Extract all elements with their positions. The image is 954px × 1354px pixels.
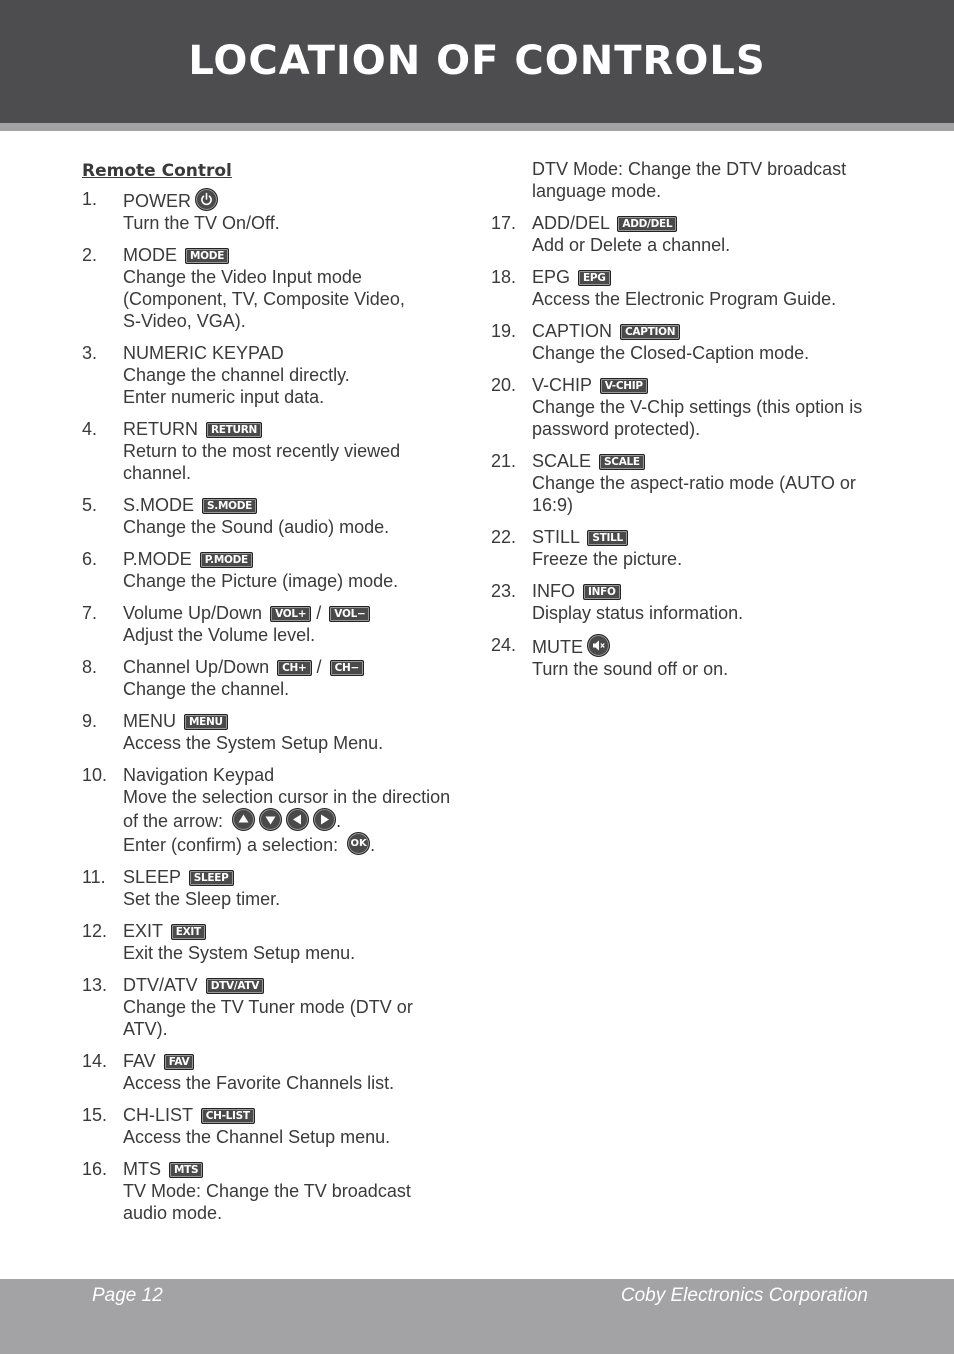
sleep-key-icon: SLEEP (189, 870, 234, 886)
vol-up-key-icon: VOL+ (270, 606, 311, 622)
company-name: Coby Electronics Corporation (620, 1285, 868, 1306)
item-description: of the arrow: (123, 811, 224, 831)
item-number: 24. (491, 635, 517, 655)
item-description: Access the System Setup Menu. (123, 733, 384, 753)
item-description: Turn the TV On/Off. (123, 213, 280, 233)
ch-down-key-icon: CH− (330, 660, 364, 676)
item-name: Navigation Keypad (123, 765, 275, 785)
arrow-left-icon (286, 808, 309, 831)
item-number: 17. (491, 213, 517, 233)
list-item (82, 920, 482, 964)
item-description: ATV). (123, 1019, 168, 1039)
ok-button-icon (347, 832, 370, 855)
list-item (491, 212, 911, 256)
item-number: 23. (491, 581, 517, 601)
mute-icon (587, 634, 610, 657)
v-chip-key-icon: V-CHIP (600, 378, 648, 394)
item-description: Change the aspect-ratio mode (AUTO or (532, 473, 856, 493)
list-item (491, 634, 911, 680)
item-number: 13. (82, 975, 108, 995)
list-item (491, 450, 911, 516)
item-number: 16. (82, 1159, 108, 1179)
fav-key-icon: FAV (164, 1054, 195, 1070)
punctuation: . (336, 811, 342, 831)
page-number: Page 12 (92, 1285, 163, 1306)
item-number: 7. (82, 603, 98, 623)
item-name: Volume Up/Down (123, 603, 263, 623)
list-item (491, 320, 911, 364)
return-key-icon: RETURN (206, 422, 262, 438)
item-description: language mode. (532, 181, 662, 201)
item-description: Change the Sound (audio) mode. (123, 517, 390, 537)
controls-list-left (82, 188, 482, 1234)
item-description: Access the Electronic Program Guide. (532, 289, 837, 309)
item-number: 9. (82, 711, 98, 731)
item-description: Change the Closed-Caption mode. (532, 343, 810, 363)
item-number: 20. (491, 375, 517, 395)
item-name: EXIT (123, 921, 163, 941)
list-item (82, 342, 482, 408)
mode-key-icon: MODE (185, 248, 229, 264)
item-description: 16:9) (532, 495, 574, 515)
page-title: LOCATION OF CONTROLS (188, 38, 766, 84)
item-name: Channel Up/Down (123, 657, 270, 677)
item-name: MENU (123, 711, 176, 731)
item-description: Adjust the Volume level. (123, 625, 316, 645)
item-description: Move the selection cursor in the direction (123, 787, 451, 807)
item-description: Display status information. (532, 603, 744, 623)
item-description: audio mode. (123, 1203, 223, 1223)
item-name: SLEEP (123, 867, 181, 887)
item-name: V-CHIP (532, 375, 592, 395)
item-description: Change the channel directly. (123, 365, 350, 385)
item-name: P.MODE (123, 549, 192, 569)
item-number: 10. (82, 765, 108, 785)
item-name: MUTE (532, 637, 583, 657)
item-number: 3. (82, 343, 98, 363)
epg-key-icon: EPG (578, 270, 611, 286)
item-description: Enter (confirm) a selection: (123, 835, 339, 855)
item-description: Set the Sleep timer. (123, 889, 281, 909)
item-description: TV Mode: Change the TV broadcast (123, 1181, 411, 1201)
item-number: 8. (82, 657, 98, 677)
item-name: POWER (123, 191, 192, 211)
item-description: Turn the sound off or on. (532, 659, 729, 679)
item-description: Add or Delete a channel. (532, 235, 731, 255)
list-item (82, 418, 482, 484)
scale-key-icon: SCALE (599, 454, 645, 470)
item-number: 5. (82, 495, 98, 515)
dtv-atv-key-icon: DTV/ATV (206, 978, 264, 994)
caption-key-icon: CAPTION (620, 324, 680, 340)
arrow-up-icon (232, 808, 255, 831)
item-description: Change the Picture (image) mode. (123, 571, 399, 591)
mts-key-icon: MTS (169, 1162, 203, 1178)
pmode-key-icon: P.MODE (200, 552, 253, 568)
vol-down-key-icon: VOL− (329, 606, 370, 622)
list-item (82, 1104, 482, 1148)
list-item (82, 764, 482, 856)
item-description: password protected). (532, 419, 701, 439)
item-description: Change the Video Input mode (123, 267, 362, 287)
item-description: Change the V-Chip settings (this option is (532, 397, 863, 417)
item-description: Access the Channel Setup menu. (123, 1127, 391, 1147)
item-name: INFO (532, 581, 575, 601)
separator: / (316, 657, 322, 677)
item-number: 22. (491, 527, 517, 547)
item-name: NUMERIC KEYPAD (123, 343, 284, 363)
item-description: Exit the System Setup menu. (123, 943, 356, 963)
item-name: ADD/DEL (532, 213, 610, 233)
list-item (82, 1050, 482, 1094)
list-item (491, 266, 911, 310)
item-number: 18. (491, 267, 517, 287)
list-item (82, 494, 482, 538)
item-number: 1. (82, 189, 98, 209)
power-icon (195, 188, 218, 211)
add-del-key-icon: ADD/DEL (617, 216, 677, 232)
item-name: DTV/ATV (123, 975, 198, 995)
item-name: RETURN (123, 419, 198, 439)
list-item (82, 656, 482, 700)
item-description: S-Video, VGA). (123, 311, 246, 331)
item-number: 14. (82, 1051, 108, 1071)
item-description: Change the TV Tuner mode (DTV or (123, 997, 413, 1017)
ch-list-key-icon: CH-LIST (201, 1108, 255, 1124)
list-item (491, 526, 911, 570)
item-description: Freeze the picture. (532, 549, 683, 569)
item-number: 2. (82, 245, 98, 265)
list-item (491, 374, 911, 440)
item-description: DTV Mode: Change the DTV broadcast (532, 159, 847, 179)
item-description: Change the channel. (123, 679, 290, 699)
page-header (0, 0, 954, 123)
list-item (82, 974, 482, 1040)
list-item (82, 710, 482, 754)
item-name: CH-LIST (123, 1105, 193, 1125)
arrow-right-icon (313, 808, 336, 831)
item-name: EPG (532, 267, 571, 287)
list-item (82, 188, 482, 234)
item-number: 21. (491, 451, 517, 471)
item-name: FAV (123, 1051, 156, 1071)
smode-key-icon: S.MODE (202, 498, 257, 514)
page-footer (0, 1279, 954, 1354)
item-description: Return to the most recently viewed (123, 441, 401, 461)
item-name: STILL (532, 527, 580, 547)
item-number: 11. (82, 867, 106, 887)
separator: / (316, 603, 322, 623)
item-name: CAPTION (532, 321, 613, 341)
header-divider (0, 123, 954, 131)
item-number: 19. (491, 321, 517, 341)
list-item (82, 602, 482, 646)
list-item (82, 244, 482, 332)
item-name: MODE (123, 245, 177, 265)
item-description: Access the Favorite Channels list. (123, 1073, 395, 1093)
item-description: (Component, TV, Composite Video, (123, 289, 405, 309)
list-item (82, 548, 482, 592)
punctuation: . (370, 835, 376, 855)
item-number: 6. (82, 549, 98, 569)
item-number: 15. (82, 1105, 108, 1125)
info-key-icon: INFO (583, 584, 621, 600)
item-number: 12. (82, 921, 108, 941)
item-name: MTS (123, 1159, 161, 1179)
list-item-continuation (491, 158, 911, 202)
still-key-icon: STILL (587, 530, 628, 546)
item-number: 4. (82, 419, 98, 439)
exit-key-icon: EXIT (171, 924, 206, 940)
controls-list-right (491, 158, 911, 690)
list-item (82, 866, 482, 910)
item-description: Enter numeric input data. (123, 387, 325, 407)
item-description: channel. (123, 463, 192, 483)
ok-label: OK (350, 838, 367, 849)
menu-key-icon: MENU (184, 714, 228, 730)
section-title: Remote Control (82, 161, 232, 181)
ch-up-key-icon: CH+ (277, 660, 311, 676)
arrow-down-icon (259, 808, 282, 831)
item-name: S.MODE (123, 495, 195, 515)
item-name: SCALE (532, 451, 592, 471)
list-item (82, 1158, 482, 1224)
list-item (491, 580, 911, 624)
